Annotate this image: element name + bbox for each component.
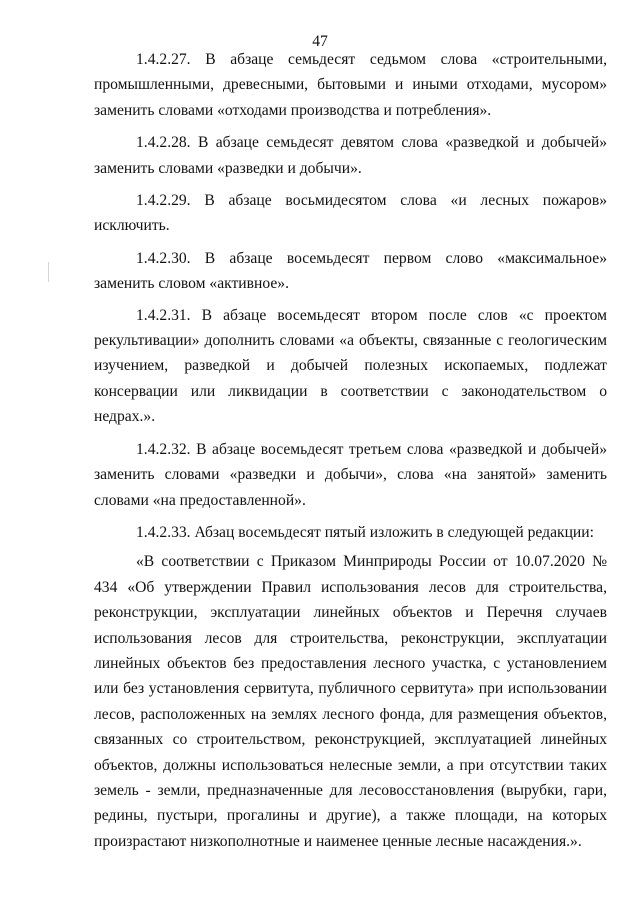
paragraph-1-4-2-28: 1.4.2.28. В абзаце семьдесят девятом слова «разведкой и добычей» заменить словами «разведки и добычи». bbox=[94, 134, 607, 177]
paragraph-1-4-2-32: 1.4.2.32. В абзаце восемьдесят третьем слова «разведкой и добычей» заменить словами «разведки и добычи», слова «на занятой» заменить словами «на предоставленной». bbox=[94, 440, 607, 509]
paragraph-1-4-2-30: 1.4.2.30. В абзаце восемьдесят первом слово «максимальное» заменить словом «активное». bbox=[94, 249, 607, 293]
page-number: 47 bbox=[312, 33, 328, 50]
document-body bbox=[94, 47, 607, 854]
quoted-new-paragraph: «В соответствии с Приказом Минприроды России от 10.07.2020 № 434 «Об утверждении Правил использования лесов для строительства, реконструкции, эксплуатации линейных объектов и Перечня случаев использования лесов для строительства, реконструкции, эксплуатации линейных объектов без предоставления лесного участка, с установлением или без установления сервитута, публичного сервитута» при использовании лесов, расположенных на землях лесного фонда, для размещения объектов, связанных со строительством, реконструкцией, эксплуатацией линейных объектов, должны использоваться нелесные земли, а при отсутствии таких земель - земли, предназначенные для лесовосстановления (вырубки, гари, редины, пустыри, прогалины и другие), а также площади, на которых произрастают низкополнотные и наименее ценные лесные насаждения.». bbox=[94, 553, 607, 850]
paragraph-1-4-2-29: 1.4.2.29. В абзаце восьмидесятом слова «и лесных пожаров» исключить. bbox=[94, 192, 607, 235]
paragraph-1-4-2-27: 1.4.2.27. В абзаце семьдесят седьмом слова «строительными, промышленными, древесными, бытовыми и иными отходами, мусором» заменить словами «отходами производства и потребления». bbox=[94, 51, 607, 119]
scan-artifact-line bbox=[48, 262, 49, 282]
paragraph-1-4-2-31: 1.4.2.31. В абзаце восемьдесят втором после слов «с проектом рекультивации» дополнить словами «а объекты, связанные с геологическим изучением, разведкой и добычей полезных ископаемых, подлежат консервации или ликвидации в соответствии с законодательством о недрах.». bbox=[94, 306, 607, 426]
paragraph-1-4-2-33: 1.4.2.33. Абзац восемьдесят пятый изложить в следующей редакции: bbox=[136, 523, 594, 541]
